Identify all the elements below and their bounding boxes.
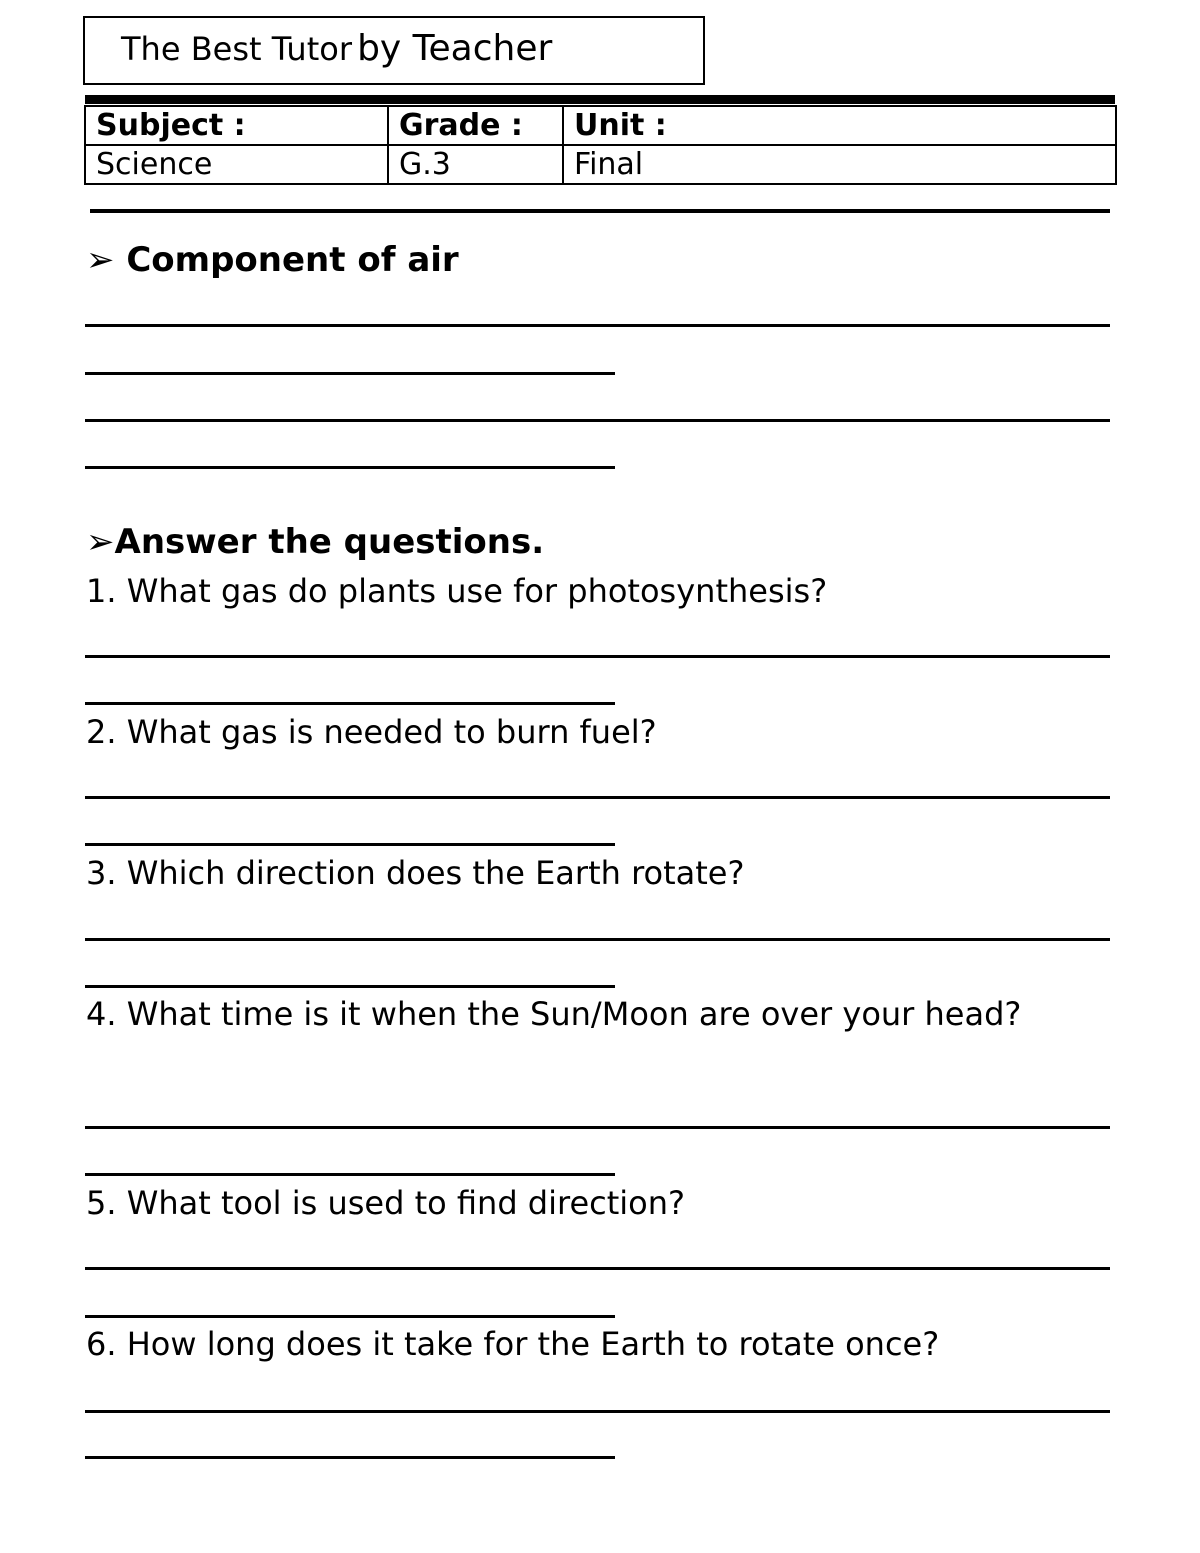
answer-line[interactable] [85, 843, 615, 846]
info-table [84, 105, 1117, 185]
grade-value: G.3 [388, 145, 563, 184]
answer-line[interactable] [85, 372, 615, 375]
answer-line[interactable] [85, 1410, 1110, 1413]
arrow-bullet-icon: ➢ [86, 522, 115, 562]
answer-line[interactable] [85, 1456, 615, 1459]
unit-value: Final [563, 145, 1116, 184]
info-table-header-row [85, 106, 1116, 145]
subject-value: Science [85, 145, 388, 184]
answer-line[interactable] [85, 702, 615, 705]
section-title: Component of air [126, 240, 459, 280]
arrow-bullet-icon: ➢ [86, 240, 115, 280]
answer-line[interactable] [85, 1173, 615, 1176]
answer-line[interactable] [85, 419, 1110, 422]
answer-line[interactable] [85, 1267, 1110, 1270]
section-title: Answer the questions. [114, 522, 545, 562]
section-heading-answer-questions [86, 522, 544, 562]
question-4: 4. What time is it when the Sun/Moon are over your head? [86, 995, 1022, 1033]
question-3: 3. Which direction does the Earth rotate? [86, 854, 745, 892]
answer-line[interactable] [85, 985, 615, 988]
info-table-value-row [85, 145, 1116, 184]
question-2: 2. What gas is needed to burn fuel? [86, 713, 657, 751]
subject-label: Subject : [85, 106, 388, 145]
question-5: 5. What tool is used to find direction? [86, 1184, 686, 1222]
title-box [83, 16, 705, 85]
section-heading-component-of-air [86, 240, 459, 280]
unit-label: Unit : [563, 106, 1116, 145]
question-1: 1. What gas do plants use for photosynthesis? [86, 572, 828, 610]
title-author: by Teacher [357, 28, 553, 69]
answer-line[interactable] [85, 938, 1110, 941]
answer-line[interactable] [85, 655, 1110, 658]
header-divider [85, 95, 1115, 104]
answer-line[interactable] [85, 324, 1110, 327]
answer-line[interactable] [85, 796, 1110, 799]
answer-line[interactable] [85, 1126, 1110, 1129]
grade-label: Grade : [388, 106, 563, 145]
question-6: 6. How long does it take for the Earth to rotate once? [86, 1325, 940, 1363]
section-divider [90, 209, 1110, 213]
answer-line[interactable] [85, 1315, 615, 1318]
answer-line[interactable] [85, 466, 615, 469]
worksheet-title [121, 28, 552, 69]
title-main: The Best Tutor [121, 30, 352, 68]
